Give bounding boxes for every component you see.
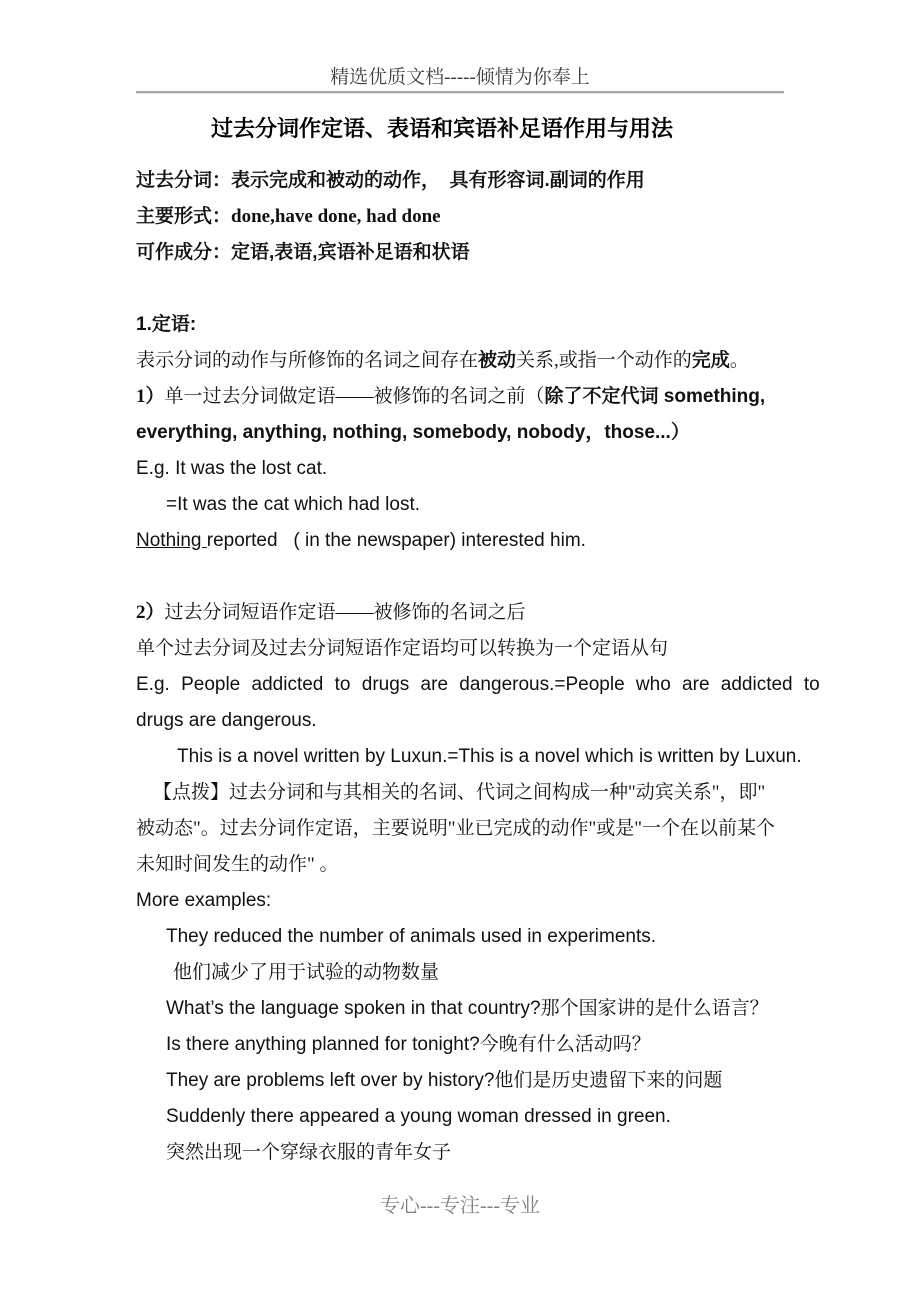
point1-text: 单一过去分词做定语——被修饰的名词之前（: [164, 386, 545, 407]
rule-text-pre: 表示分词的动作与所修饰的名词之间存在: [136, 350, 479, 371]
example2-sentence-line2: drugs are dangerous.: [136, 710, 317, 731]
rule-bold-complete: 完成: [691, 350, 730, 371]
intro-line-participle: [136, 163, 784, 199]
example1-nothing-rest: reported ( in the newspaper) interested him.: [206, 530, 586, 551]
example2-novel-sentence: This is a novel written by Luxun.=This is a novel which is written by Luxun.: [177, 746, 802, 767]
example1-paraphrase: =It was the cat which had lost.: [166, 494, 420, 515]
intro-roles-label: 可作成分：: [136, 242, 232, 263]
example-sentence: They are problems left over by history?他们是历史遗留下来的问题: [166, 1070, 723, 1091]
intro-roles-value: 定语,表语,宾语补足语和状语: [231, 242, 470, 263]
example-sentence: Is there anything planned for tonight?今晚有什么活动吗？: [166, 1034, 651, 1055]
point2-note: 单个过去分词及过去分词短语作定语均可以转换为一个定语从句: [136, 638, 669, 659]
point2-line: [136, 595, 784, 631]
example-sentence: What’s the language spoken in that country?那个国家讲的是什么语言？: [166, 998, 769, 1019]
rule-text-end: 。: [729, 350, 749, 371]
page-header: 精选优质文档-----倾情为你奉上: [330, 67, 590, 88]
intro-line-roles: [136, 235, 784, 271]
intro-participle-text: 表示完成和被动的动作， 具有形容词.副词的作用: [231, 170, 645, 191]
example1-sentence: E.g. It was the lost cat.: [136, 458, 328, 479]
example-sentence: Suddenly there appeared a young woman dressed in green.: [166, 1106, 671, 1127]
page-footer: 专心---专注---专业: [380, 1195, 540, 1217]
document-body: [136, 163, 820, 1171]
intro-participle-label: 过去分词：: [136, 170, 232, 191]
tip-paragraph-line2: 被动态"。过去分词作定语，主要说明"业已完成的动作"或是"一个在以前某个: [136, 818, 776, 839]
underlined-word: Nothing: [136, 530, 207, 551]
example2-sentence-line1: E.g. People addicted to drugs are dangerous.=People who are addicted to: [136, 674, 820, 695]
point2-text: 过去分词短语作定语——被修饰的名词之后: [164, 602, 526, 623]
section1-heading: 1.定语:: [136, 314, 197, 335]
example-translation: 突然出现一个穿绿衣服的青年女子: [166, 1142, 452, 1163]
intro-line-forms: [136, 199, 784, 235]
intro-forms-label: 主要形式：: [136, 206, 232, 227]
intro-forms-value: done,have done, had done: [231, 206, 441, 227]
more-examples-label: More examples:: [136, 890, 272, 911]
spacer: [136, 271, 784, 307]
example-translation: 他们减少了用于试验的动物数量: [173, 962, 440, 983]
spacer: [136, 559, 784, 595]
document-title: 过去分词作定语、表语和宾语补足语作用与用法: [210, 116, 673, 141]
example-sentence: They reduced the number of animals used in experiments.: [166, 926, 657, 947]
tip-paragraph-line3: 未知时间发生的动作" 。: [136, 854, 339, 875]
point1-line: [136, 379, 784, 415]
point2-number: 2）: [136, 602, 165, 623]
point1-bold-tail: 除了不定代词 something,: [544, 386, 766, 407]
section1-rule-line: [136, 343, 784, 379]
example1-nothing-line: [136, 523, 784, 559]
tip-paragraph-line1: 【点拨】过去分词和与其相关的名词、代词之间构成一种"动宾关系"，即": [153, 782, 766, 803]
rule-text-mid: 关系,或指一个动作的: [516, 350, 692, 371]
header-divider-line: [136, 91, 784, 94]
point1-number: 1）: [136, 386, 165, 407]
point1-pronoun-list: everything, anything, nothing, somebody, nobody，those...）: [136, 422, 690, 443]
rule-bold-passive: 被动: [478, 350, 517, 371]
